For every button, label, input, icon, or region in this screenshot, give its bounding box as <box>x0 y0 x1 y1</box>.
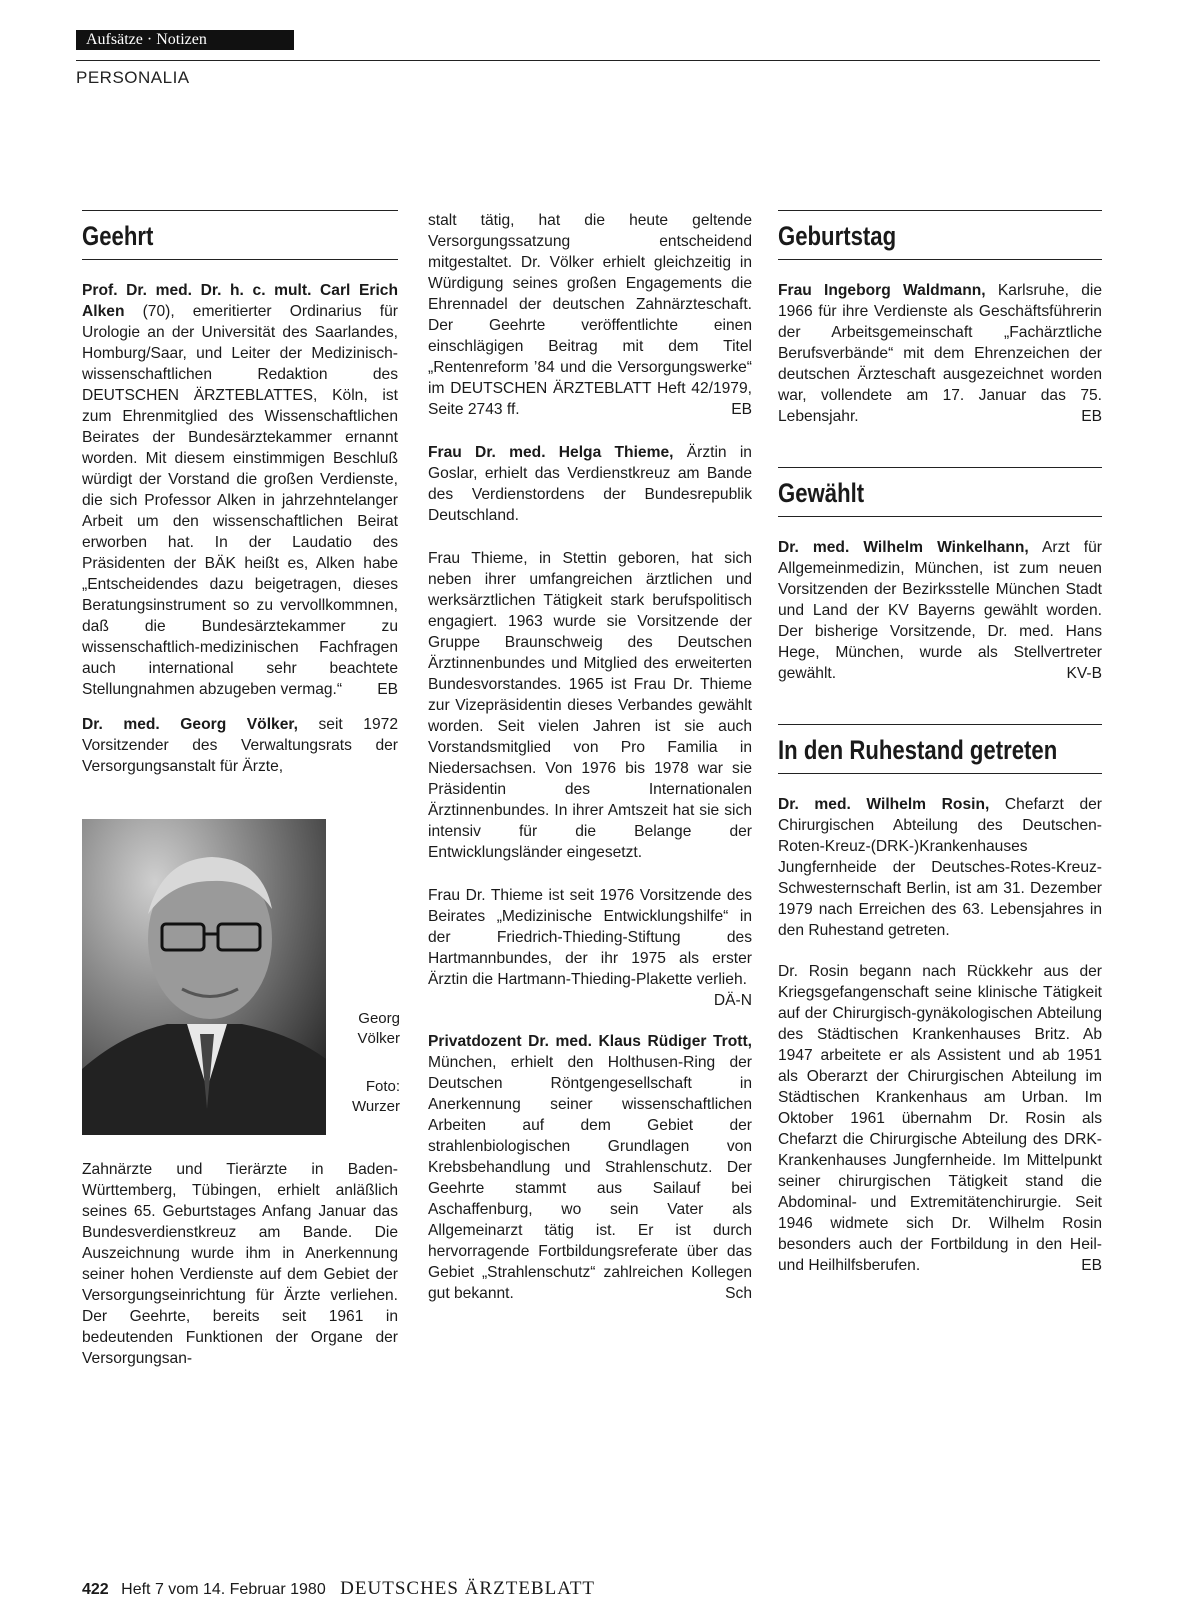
top-rule <box>76 60 1100 61</box>
rule <box>82 259 398 260</box>
author-signature: EB <box>377 681 398 698</box>
entry-text: Frau Dr. Thieme ist seit 1976 Vorsitzende des Beirates „Medizinische Entwicklungshilfe“ in der Friedrich-Thieding-Stiftung des Hartmannbundes, der ihr 1975 als erster Ärztin die Hartmann-Thieding-Plakette verlieh. <box>428 887 752 988</box>
entry-voelker-start <box>82 714 398 777</box>
photo-caption-name: Georg Völker <box>357 1010 400 1047</box>
section-header-gewaehlt <box>778 467 1102 517</box>
person-name: Dr. med. Georg Völker, <box>82 716 298 733</box>
issue-info: Heft 7 vom 14. Februar 1980 <box>121 1581 326 1598</box>
entry-text: stalt tätig, hat die heute geltende Versorgungssatzung entscheidend mitgestaltet. Dr. Völker erhielt gleichzeitig in Würdigung seines großen Engagements die Ehrennadel der deutschen Zahnärzteschaft. Der Geehrte veröffentlichte einen einschlägigen Beitrag mit dem Titel „Rentenreform ’84 und die Versorgungswerke“ im DEUTSCHEN ÄRZTEBLATT Heft 42/1979, Seite 2743 ff. <box>428 212 752 418</box>
rule <box>82 210 398 211</box>
entry-text: München, erhielt den Holthusen-Ring der Deutschen Röntgengesellschaft in Anerkennung seiner wissenschaftlichen Arbeiten auf dem Gebiet der strahlenbiologischen Grundlagen von Krebsbehandlung und Strahlenschutz. Der Geehrte stammt aus Sailauf bei Aschaffenburg, wo sein Vater als Allgemeinarzt tätig ist. Er ist durch hervorragende Fortbildungsreferate über das Gebiet „Strahlenschutz“ zahlreichen Kollegen gut bekannt. <box>428 1054 752 1302</box>
page-footer <box>82 1578 595 1601</box>
entry-text: Dr. Rosin begann nach Rückkehr aus der Kriegsgefangenschaft seine klinische Tätigkeit auf der Chirurgisch-gynäkologischen Abteilung des Städtischen Krankenhauses Britz. Ab 1947 arbeitete er als Assistent und ab 1951 als Oberarzt der Chirurgischen Abteilung im Städtischen Krankenhaus am Urban. Im Oktober 1961 übernahm Dr. Rosin als Chefarzt die Chirurgische Abteilung des DRK-Krankenhauses Jungfernheide. Im Mittelpunkt seiner chirurgischen Tätigkeit stand die Abdominal- und Extremitätenchirurgie. Seit 1946 widmete sich Dr. Wilhelm Rosin besonders auch der Fortbildung in den Heil- und Heilhilfsberufen. <box>778 963 1102 1274</box>
person-name: Prof. Dr. med. Dr. h. c. mult. Carl Erich Alken <box>82 282 398 320</box>
entry-text: seit 1972 Vorsitzender des Verwaltungsrats der Versorgungsanstalt für Ärzte, <box>82 716 399 775</box>
person-name: Frau Dr. med. Helga Thieme, <box>428 444 674 461</box>
photo-caption-credit: Foto: Wurzer <box>351 1078 400 1115</box>
entry-thieme-para2: Frau Thieme, in Stettin geboren, hat sich neben ihrer umfangreichen ärztlichen und werksärztlichen Tätigkeit stark berufspolitisch engagiert. 1963 wurde sie Vorsitzende der Gruppe Braunschweig des Deutschen Ärztinnenbundes und Mitglied des erweiterten Bundesvorstandes. 1965 ist Frau Dr. Thieme zur Vizepräsidentin dieses Verbandes gewählt worden. Seit vielen Jahren ist sie auch Vorstandsmitglied von Pro Familia in Niedersachsen. Von 1976 bis 1978 war sie Präsidentin des Internationalen Ärztinnenbundes. In ihrer Amtszeit hat sie sich intensiv für die Belange der Entwicklungsländer eingesetzt. <box>428 550 752 861</box>
rule <box>778 467 1102 468</box>
rule <box>778 210 1102 211</box>
author-signature: EB <box>1081 1257 1102 1274</box>
entry-waldmann <box>778 280 1102 427</box>
section-tag: Aufsätze · Notizen <box>76 30 294 50</box>
entry-text: Chefarzt der Chirurgischen Abteilung des Deutschen-Roten-Kreuz-(DRK-)Krankenhauses Jungfernheide der Deutsches-Rotes-Kreuz-Schwesternschaft Berlin, ist am 31. Dezember 1979 nach Erreichen des 63. Lebensjahres in den Ruhestand getreten. <box>778 796 1102 939</box>
column-2 <box>428 210 752 1304</box>
entry-rosin-para2 <box>778 961 1102 1276</box>
entry-rosin <box>778 794 1102 941</box>
spacer <box>778 427 1102 467</box>
entry-winkelhann <box>778 537 1102 684</box>
entry-text: (70), emeritierter Ordinarius für Urologie an der Universität des Saarlandes, Homburg/Saar, und Leiter der Medizinisch-wissenschaftlichen Redaktion des DEUTSCHEN ÄRZTEBLATTES, Köln, ist zum Ehrenmitglied des Wissenschaftlichen Beirates der Bundesärztekammer ernannt worden. Mit diesem einstimmigen Beschluß würdigt der Vorstand die großen Verdienste, die sich Professor Alken in jahrzehntelanger Arbeit um den wissenschaftlichen Beirat erworben hat. In der Laudatio des Präsidenten der BÄK heißt es, Alken habe „Entscheidendes dazu beigetragen, dieses Beratungsinstrument so zu vervollkommnen, daß die Bundesärztekammer zu wissenschaftlich-medizinischen Fachfragen auch international sehr beachtete Stellungnahmen abzugeben vermag.“ <box>82 303 398 698</box>
author-signature: EB <box>1081 408 1102 425</box>
photo-block <box>82 819 398 1135</box>
section-header-geburtstag <box>778 210 1102 260</box>
author-signature: DÄ-N <box>713 992 752 1009</box>
kicker-personalia: PERSONALIA <box>76 68 190 87</box>
page-number: 422 <box>82 1581 109 1598</box>
entry-trott <box>428 1031 752 1304</box>
entry-text: Arzt für Allgemeinmedizin, München, ist zum neuen Vorsitzenden der Bezirksstelle München Stadt und Land der KV Bayerns gewählt worden. Der bisherige Vorsitzende, Dr. med. Hans Hege, München, wurde als Stellvertreter gewählt. <box>778 539 1102 682</box>
person-name: Frau Ingeborg Waldmann, <box>778 282 986 299</box>
entry-voelker-cont: Zahnärzte und Tierärzte in Baden-Württemberg, Tübingen, erhielt anläßlich seines 65. Geburtstages Anfang Januar das Bundesverdienstkreuz am Bande. Die Auszeichnung wurde ihm in Anerkennung seiner hohen Verdienste auf dem Gebiet der Versorgungseinrichtung für Ärzte verliehen. Der Geehrte, bereits seit 1961 in bedeutenden Funktionen der Organe der Versorgungsan- <box>82 1161 398 1367</box>
person-name: Dr. med. Wilhelm Rosin, <box>778 796 990 813</box>
section-header-geehrt <box>82 210 398 260</box>
journal-name: DEUTSCHES ÄRZTEBLATT <box>340 1578 596 1599</box>
person-name: Dr. med. Wilhelm Winkelhann, <box>778 539 1029 556</box>
heading-geehrt: Geehrt <box>82 221 154 251</box>
column-3 <box>778 210 1102 1276</box>
author-signature: KV-B <box>1066 665 1102 682</box>
entry-thieme-para3 <box>428 885 752 1011</box>
author-signature: EB <box>731 401 752 418</box>
person-name: Privatdozent Dr. med. Klaus Rüdiger Trott, <box>428 1033 752 1050</box>
rule <box>778 259 1102 260</box>
heading-geburtstag: Geburtstag <box>778 221 897 251</box>
heading-gewaehlt: Gewählt <box>778 478 865 508</box>
rule <box>778 724 1102 725</box>
entry-text: Karlsruhe, die 1966 für ihre Verdienste als Geschäftsführerin der Arbeitsgemeinschaft „Fachärztliche Berufsverbände“ mit dem Ehrenzeichen der deutschen Ärzteschaft ausgezeichnet worden war, vollendete am 17. Januar das 75. Lebensjahr. <box>778 282 1103 425</box>
rule <box>778 773 1102 774</box>
heading-ruhestand: In den Ruhestand getreten <box>778 735 1058 765</box>
section-header-ruhestand <box>778 724 1102 774</box>
entry-text: Ärztin in Goslar, erhielt das Verdienstkreuz am Bande des Verdienstordens der Bundesrepublik Deutschland. <box>428 444 752 524</box>
rule <box>778 516 1102 517</box>
entry-thieme <box>428 442 752 526</box>
spacer <box>778 684 1102 724</box>
entry-alken <box>82 280 398 700</box>
column-1 <box>82 210 398 1369</box>
author-signature: Sch <box>725 1285 752 1302</box>
portrait-photo <box>82 819 326 1135</box>
entry-voelker-end <box>428 210 752 420</box>
